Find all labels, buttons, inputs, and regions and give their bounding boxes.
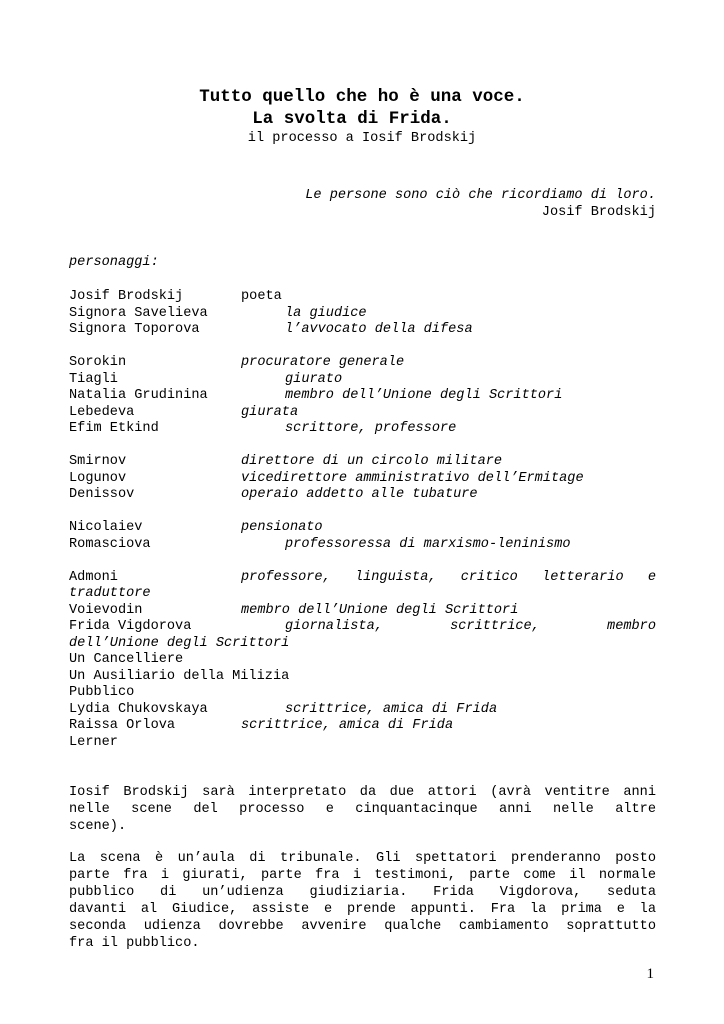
character-row <box>69 288 656 305</box>
character-role: vicedirettore amministrativo dell’Ermitage <box>241 471 584 486</box>
character-row <box>69 404 656 421</box>
character-row <box>69 354 656 371</box>
character-role-continuation: traduttore <box>69 586 151 601</box>
character-role: scrittore, professore <box>285 421 457 436</box>
characters-label: personaggi: <box>69 255 159 270</box>
character-name: Signora Savelieva <box>69 306 208 321</box>
character-name: Logunov <box>69 471 127 486</box>
paragraph-line: La scena è un’aula di tribunale. Gli spettatori prenderanno posto <box>69 851 656 866</box>
character-role: giornalista, scrittrice, membro <box>285 619 656 634</box>
character-name: Tiagli <box>69 372 118 387</box>
character-row <box>69 717 656 734</box>
character-name: Admoni <box>69 570 118 585</box>
character-row <box>69 321 656 338</box>
character-name: Sorokin <box>69 355 127 370</box>
paragraph-line: seconda udienza dovrebbe avvenire qualche cambiamento soprattutto <box>69 919 656 934</box>
character-name: Raissa Orlova <box>69 718 176 733</box>
character-role: scrittrice, amica di Frida <box>241 718 454 733</box>
character-role: giurata <box>241 405 299 420</box>
title-line-2: La svolta di Frida. <box>252 109 452 129</box>
character-name: Josif Brodskij <box>69 289 184 304</box>
character-name: Romasciova <box>69 537 151 552</box>
character-name: Natalia Grudinina <box>69 388 208 403</box>
paragraph-line: Iosif Brodskij sarà interpretato da due attori (avrà ventitre anni <box>69 785 656 800</box>
paragraph-actors <box>69 784 656 835</box>
character-role: direttore di un circolo militare <box>241 454 503 469</box>
character-row <box>69 569 656 586</box>
character-row <box>69 387 656 404</box>
paragraph-scene <box>69 850 656 952</box>
character-role-continuation: dell’Unione degli Scrittori <box>69 636 290 651</box>
character-name: Frida Vigdorova <box>69 619 192 634</box>
character-row <box>69 371 656 388</box>
character-role: professore, linguista, critico letterario e <box>241 570 656 585</box>
character-row <box>69 305 656 322</box>
character-name: Pubblico <box>69 685 135 700</box>
character-row <box>69 536 656 553</box>
character-name: Smirnov <box>69 454 127 469</box>
character-name: Un Cancelliere <box>69 652 184 667</box>
character-name: Nicolaiev <box>69 520 143 535</box>
character-role: la giudice <box>285 306 367 321</box>
character-row <box>69 618 656 635</box>
character-name: Voievodin <box>69 603 143 618</box>
character-row <box>69 453 656 470</box>
character-role: l’avvocato della difesa <box>285 322 473 337</box>
paragraph-line: parte fra i giurati, parte fra i testimoni, parte come il normale <box>69 868 656 883</box>
character-name: Efim Etkind <box>69 421 159 436</box>
paragraph-line: nelle scene del processo e cinquantacinque anni nelle altre <box>69 802 656 817</box>
character-role: poeta <box>241 289 282 304</box>
character-row <box>69 470 656 487</box>
character-name: Signora Toporova <box>69 322 200 337</box>
character-role: giurato <box>285 372 343 387</box>
subtitle: il processo a Iosif Brodskij <box>247 131 477 146</box>
character-role: scrittrice, amica di Frida <box>285 702 498 717</box>
character-row <box>69 420 656 437</box>
character-name: Denissov <box>69 487 135 502</box>
character-role: professoressa di marxismo-leninismo <box>285 537 571 552</box>
character-role: membro dell’Unione degli Scrittori <box>241 603 519 618</box>
character-name: Lebedeva <box>69 405 135 420</box>
character-row <box>69 602 656 619</box>
title-line-1: Tutto quello che ho è una voce. <box>199 87 525 107</box>
epigraph-quote: Le persone sono ciò che ricordiamo di loro. <box>305 188 656 203</box>
paragraph-line: scene). <box>69 819 127 834</box>
character-role: membro dell’Unione degli Scrittori <box>285 388 563 403</box>
character-role: pensionato <box>241 520 323 535</box>
character-name: Un Ausiliario della Milizia <box>69 669 290 684</box>
epigraph-author: Josif Brodskij <box>541 205 656 220</box>
character-row <box>69 519 656 536</box>
paragraph-line: davanti al Giudice, assiste e prende appunti. Fra la prima e la <box>69 902 656 917</box>
character-row <box>69 486 656 503</box>
page-number: 1 <box>646 966 654 982</box>
paragraph-line: fra il pubblico. <box>69 936 200 951</box>
character-role: procuratore generale <box>241 355 405 370</box>
character-name: Lerner <box>69 735 118 750</box>
character-name: Lydia Chukovskaya <box>69 702 208 717</box>
character-role: operaio addetto alle tubature <box>241 487 478 502</box>
character-row <box>69 701 656 718</box>
paragraph-line: pubblico di un’udienza giudiziaria. Frida Vigdorova, seduta <box>69 885 656 900</box>
